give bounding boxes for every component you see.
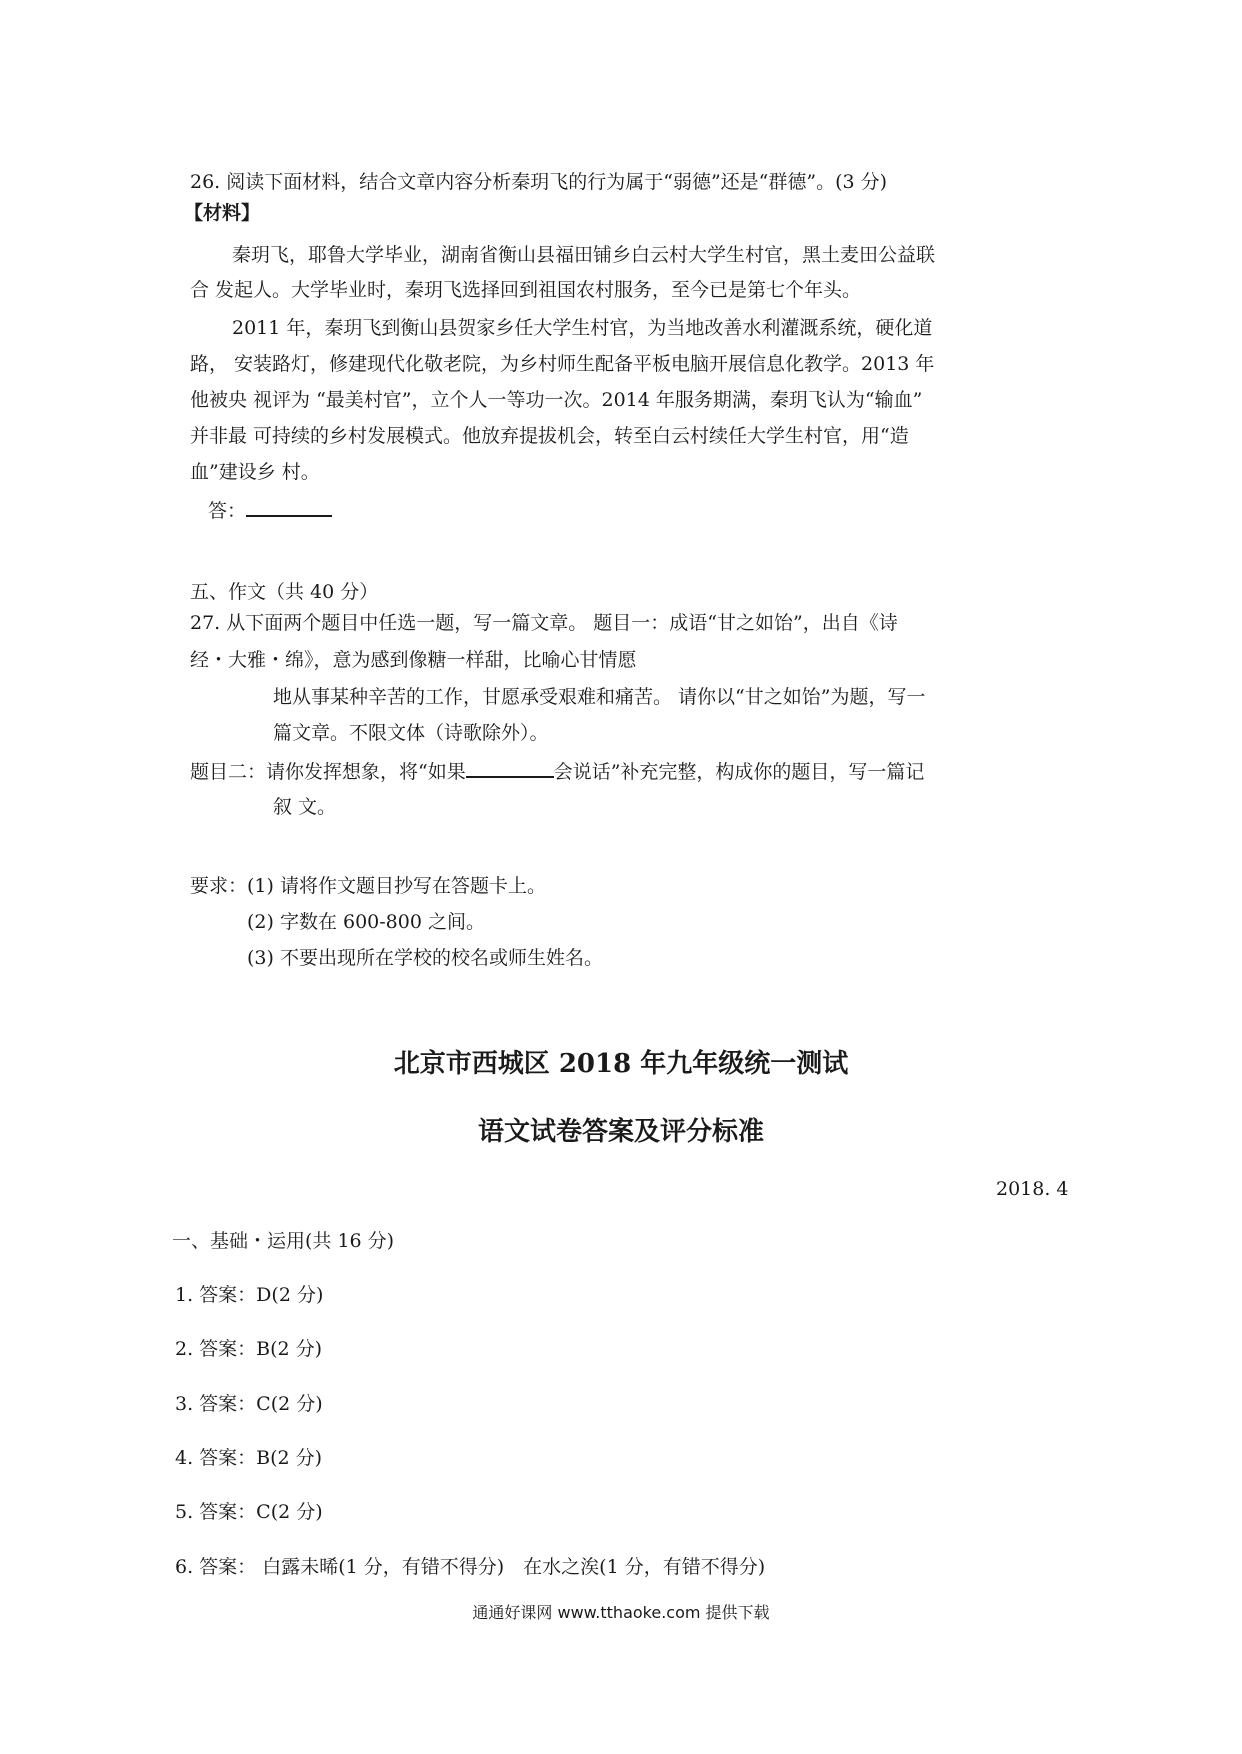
answer-4: 4. 答案：B(2 分) <box>175 1447 323 1469</box>
answer-5: 5. 答案：C(2 分) <box>175 1501 323 1523</box>
requirement-3: (3) 不要出现所在学校的校名或师生姓名。 <box>247 947 603 969</box>
section1-heading: 一、基础・运用(共 16 分) <box>172 1230 395 1252</box>
section5-heading: 五、作文（共 40 分） <box>190 581 379 603</box>
q26-question: 26. 阅读下面材料，结合文章内容分析秦玥飞的行为属于“弱德”还是“群德”。(3 分) <box>190 171 888 193</box>
answer-line <box>208 497 332 523</box>
material-heading: 【材料】 <box>184 202 261 224</box>
q27-line4: 篇文章。不限文体（诗歌除外）。 <box>273 722 549 744</box>
topic2-suffix: 会说话”补充完整，构成你的题目，写一篇记 <box>553 761 925 783</box>
q27-line1: 27. 从下面两个题目中任选一题，写一篇文章。 题目一：成语“甘之如饴”，出自《诗 <box>190 612 898 634</box>
footer-download-note: 通通好课网 www.tthaoke.com 提供下载 <box>472 1603 770 1622</box>
answer-blank <box>246 497 332 517</box>
material-para1-line1: 秦玥飞，耶鲁大学毕业，湖南省衡山县福田铺乡白云村大学生村官，黑土麦田公益联 <box>232 244 936 266</box>
material-para1-line2: 合 发起人。大学毕业时，秦玥飞选择回到祖国农村服务，至今已是第七个年头。 <box>190 279 862 301</box>
material-para2-line2: 路， 安装路灯，修建现代化敬老院，为乡村师生配备平板电脑开展信息化教学。2013 年 <box>190 353 935 375</box>
answer-key-subtitle: 语文试卷答案及评分标准 <box>477 1117 764 1147</box>
topic2-blank <box>466 758 554 778</box>
material-para2-line3: 他被央 视评为 “最美村官”，立个人一等功一次。2014 年服务期满，秦玥飞认为“输血” <box>190 389 923 411</box>
answer-key-date: 2018. 4 <box>996 1178 1069 1200</box>
answer-label: 答： <box>208 500 247 522</box>
requirement-1: 要求：(1) 请将作文题目抄写在答题卡上。 <box>190 875 546 897</box>
answer-2: 2. 答案：B(2 分) <box>175 1338 323 1360</box>
q27-line3: 地从事某种辛苦的工作，甘愿承受艰难和痛苦。 请你以“甘之如饴”为题，写一 <box>273 686 926 708</box>
material-para2-line4: 并非最 可持续的乡村发展模式。他放弃提拔机会，转至白云村续任大学生村官，用“造 <box>190 425 909 447</box>
material-para2-line1: 2011 年，秦玥飞到衡山县贺家乡任大学生村官，为当地改善水利灌溉系统，硬化道 <box>232 317 933 339</box>
q27-line2: 经・大雅・绵》，意为感到像糖一样甜，比喻心甘情愿 <box>190 649 637 671</box>
answer-1: 1. 答案：D(2 分) <box>175 1284 324 1306</box>
material-para2-line5: 血”建设乡 村。 <box>190 461 320 483</box>
topic2-line2: 叙 文。 <box>273 796 337 818</box>
answer-3: 3. 答案：C(2 分) <box>175 1393 323 1415</box>
requirement-2: (2) 字数在 600-800 之间。 <box>247 911 485 933</box>
answer-key-title: 北京市西城区 2018 年九年级统一测试 <box>393 1049 849 1079</box>
answer-6: 6. 答案： 白露未晞(1 分，有错不得分) 在水之涘(1 分，有错不得分) <box>175 1556 766 1578</box>
topic2-prefix: 题目二：请你发挥想象，将“如果 <box>190 761 466 783</box>
topic2-line1 <box>190 758 924 784</box>
